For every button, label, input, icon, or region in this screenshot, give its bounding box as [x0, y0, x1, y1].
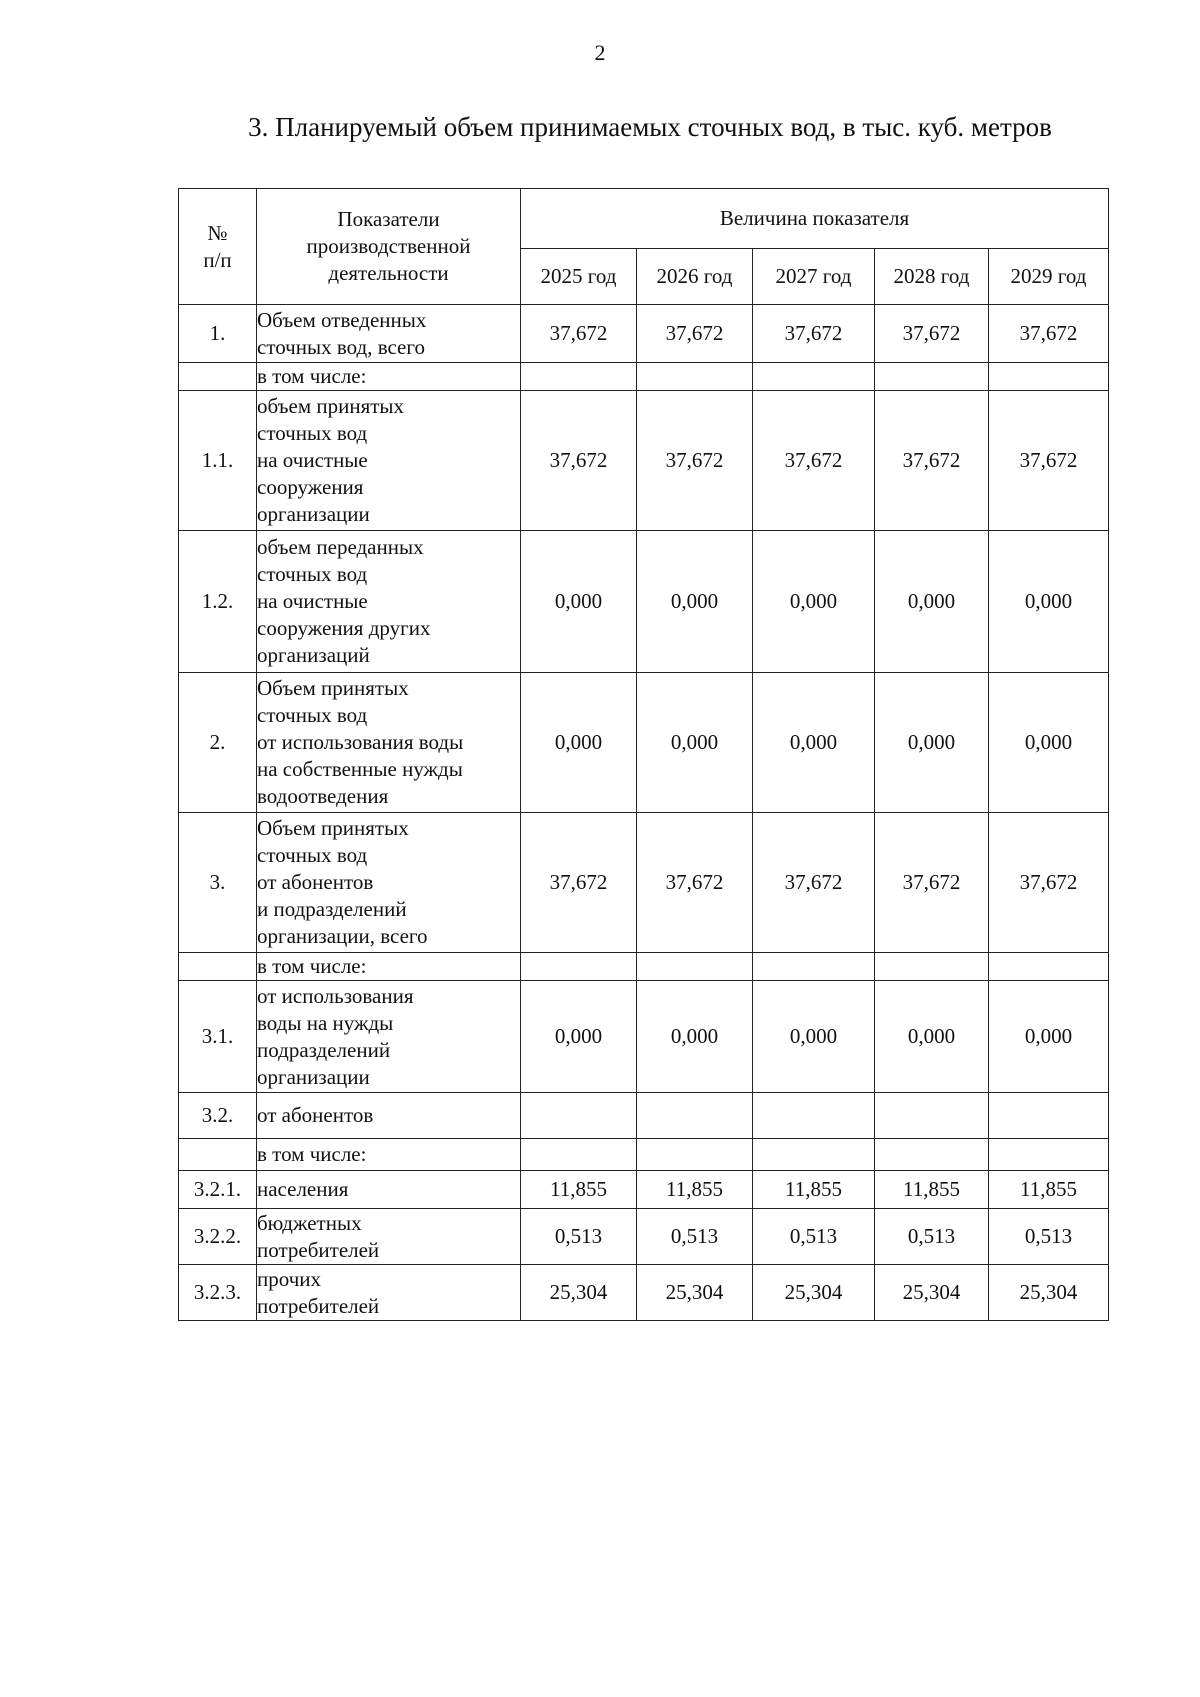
- header-year: 2025 год: [521, 249, 637, 305]
- row-value: 37,672: [753, 305, 875, 363]
- row-number: [179, 1139, 257, 1171]
- row-value: 11,855: [521, 1171, 637, 1209]
- row-value: [637, 363, 753, 391]
- header-year: 2029 год: [989, 249, 1109, 305]
- row-number: 3.2.1.: [179, 1171, 257, 1209]
- row-value: 11,855: [753, 1171, 875, 1209]
- row-value: 0,000: [637, 981, 753, 1093]
- row-value: 37,672: [753, 813, 875, 953]
- data-table: [178, 188, 1109, 1321]
- row-value: 0,513: [637, 1209, 753, 1265]
- table-row: [179, 305, 1109, 363]
- row-value: [753, 363, 875, 391]
- row-label: в том числе:: [257, 953, 521, 981]
- row-number: 1.1.: [179, 391, 257, 531]
- table-row: [179, 813, 1109, 953]
- row-value: 37,672: [521, 391, 637, 531]
- table-row: [179, 981, 1109, 1093]
- row-value: 0,000: [989, 981, 1109, 1093]
- row-value: 37,672: [521, 813, 637, 953]
- row-value: [989, 1139, 1109, 1171]
- table-row: [179, 953, 1109, 981]
- row-value: 0,000: [637, 673, 753, 813]
- row-number: 1.2.: [179, 531, 257, 673]
- row-label: Объем принятых сточных вод от использования воды на собственные нужды водоотведения: [257, 673, 521, 813]
- row-value: 25,304: [521, 1265, 637, 1321]
- row-value: [753, 1139, 875, 1171]
- row-value: 0,000: [875, 531, 989, 673]
- row-value: 37,672: [989, 305, 1109, 363]
- row-value: 25,304: [637, 1265, 753, 1321]
- row-value: 11,855: [637, 1171, 753, 1209]
- row-value: [875, 953, 989, 981]
- row-value: [875, 363, 989, 391]
- row-value: [989, 953, 1109, 981]
- row-value: 37,672: [989, 391, 1109, 531]
- header-year: 2026 год: [637, 249, 753, 305]
- row-label: Объем принятых сточных вод от абонентов и подразделений организации, всего: [257, 813, 521, 953]
- row-value: [521, 1093, 637, 1139]
- row-value: [521, 1139, 637, 1171]
- row-value: 0,000: [753, 531, 875, 673]
- row-label: в том числе:: [257, 363, 521, 391]
- row-value: 25,304: [875, 1265, 989, 1321]
- table-row: [179, 1139, 1109, 1171]
- row-value: 0,000: [753, 673, 875, 813]
- page-title: 3. Планируемый объем принимаемых сточных вод, в тыс. куб. метров: [248, 112, 1052, 142]
- row-value: 11,855: [989, 1171, 1109, 1209]
- table-row: [179, 1265, 1109, 1321]
- table-row: [179, 391, 1109, 531]
- row-label: населения: [257, 1171, 521, 1209]
- header-value-group: Величина показателя: [521, 189, 1109, 249]
- table-row: [179, 1093, 1109, 1139]
- table-row: [179, 1209, 1109, 1265]
- row-value: 37,672: [753, 391, 875, 531]
- row-value: 37,672: [521, 305, 637, 363]
- row-value: [637, 953, 753, 981]
- row-number: 3.2.3.: [179, 1265, 257, 1321]
- row-label: в том числе:: [257, 1139, 521, 1171]
- row-value: 25,304: [753, 1265, 875, 1321]
- row-value: 37,672: [637, 305, 753, 363]
- row-value: [989, 1093, 1109, 1139]
- row-value: 37,672: [875, 305, 989, 363]
- row-label: бюджетных потребителей: [257, 1209, 521, 1265]
- header-number: № п/п: [179, 189, 257, 305]
- row-number: 2.: [179, 673, 257, 813]
- row-label: Объем отведенных сточных вод, всего: [257, 305, 521, 363]
- row-value: 0,000: [989, 673, 1109, 813]
- row-value: 0,000: [521, 673, 637, 813]
- row-value: 0,513: [875, 1209, 989, 1265]
- row-value: 25,304: [989, 1265, 1109, 1321]
- row-value: 0,000: [875, 673, 989, 813]
- row-label: от абонентов: [257, 1093, 521, 1139]
- row-value: 0,000: [875, 981, 989, 1093]
- row-value: [521, 363, 637, 391]
- row-value: 0,513: [753, 1209, 875, 1265]
- row-value: 0,513: [521, 1209, 637, 1265]
- row-label: прочих потребителей: [257, 1265, 521, 1321]
- row-value: [637, 1139, 753, 1171]
- page-number: 2: [594, 40, 606, 65]
- row-value: 37,672: [637, 391, 753, 531]
- row-label: объем принятых сточных вод на очистные сооружения организации: [257, 391, 521, 531]
- row-value: 0,000: [637, 531, 753, 673]
- row-number: [179, 953, 257, 981]
- row-number: 3.2.2.: [179, 1209, 257, 1265]
- row-value: 0,000: [521, 531, 637, 673]
- row-label: объем переданных сточных вод на очистные сооружения других организаций: [257, 531, 521, 673]
- row-value: 0,000: [989, 531, 1109, 673]
- table-row: [179, 531, 1109, 673]
- row-number: 3.1.: [179, 981, 257, 1093]
- row-label: от использования воды на нужды подразделений организации: [257, 981, 521, 1093]
- row-value: [753, 953, 875, 981]
- table-header-row: [179, 189, 1109, 249]
- row-value: [637, 1093, 753, 1139]
- row-value: 11,855: [875, 1171, 989, 1209]
- row-value: 37,672: [989, 813, 1109, 953]
- row-value: 37,672: [875, 813, 989, 953]
- row-value: [521, 953, 637, 981]
- row-value: [875, 1093, 989, 1139]
- row-value: 37,672: [637, 813, 753, 953]
- row-value: [753, 1093, 875, 1139]
- header-year: 2027 год: [753, 249, 875, 305]
- row-number: [179, 363, 257, 391]
- table-row: [179, 673, 1109, 813]
- row-value: 0,513: [989, 1209, 1109, 1265]
- row-value: [875, 1139, 989, 1171]
- row-value: 0,000: [521, 981, 637, 1093]
- row-number: 3.: [179, 813, 257, 953]
- table-row: [179, 1171, 1109, 1209]
- row-number: 1.: [179, 305, 257, 363]
- table-row: [179, 363, 1109, 391]
- row-value: [989, 363, 1109, 391]
- row-value: 37,672: [875, 391, 989, 531]
- header-indicator: Показатели производственной деятельности: [257, 189, 521, 305]
- header-year: 2028 год: [875, 249, 989, 305]
- row-value: 0,000: [753, 981, 875, 1093]
- row-number: 3.2.: [179, 1093, 257, 1139]
